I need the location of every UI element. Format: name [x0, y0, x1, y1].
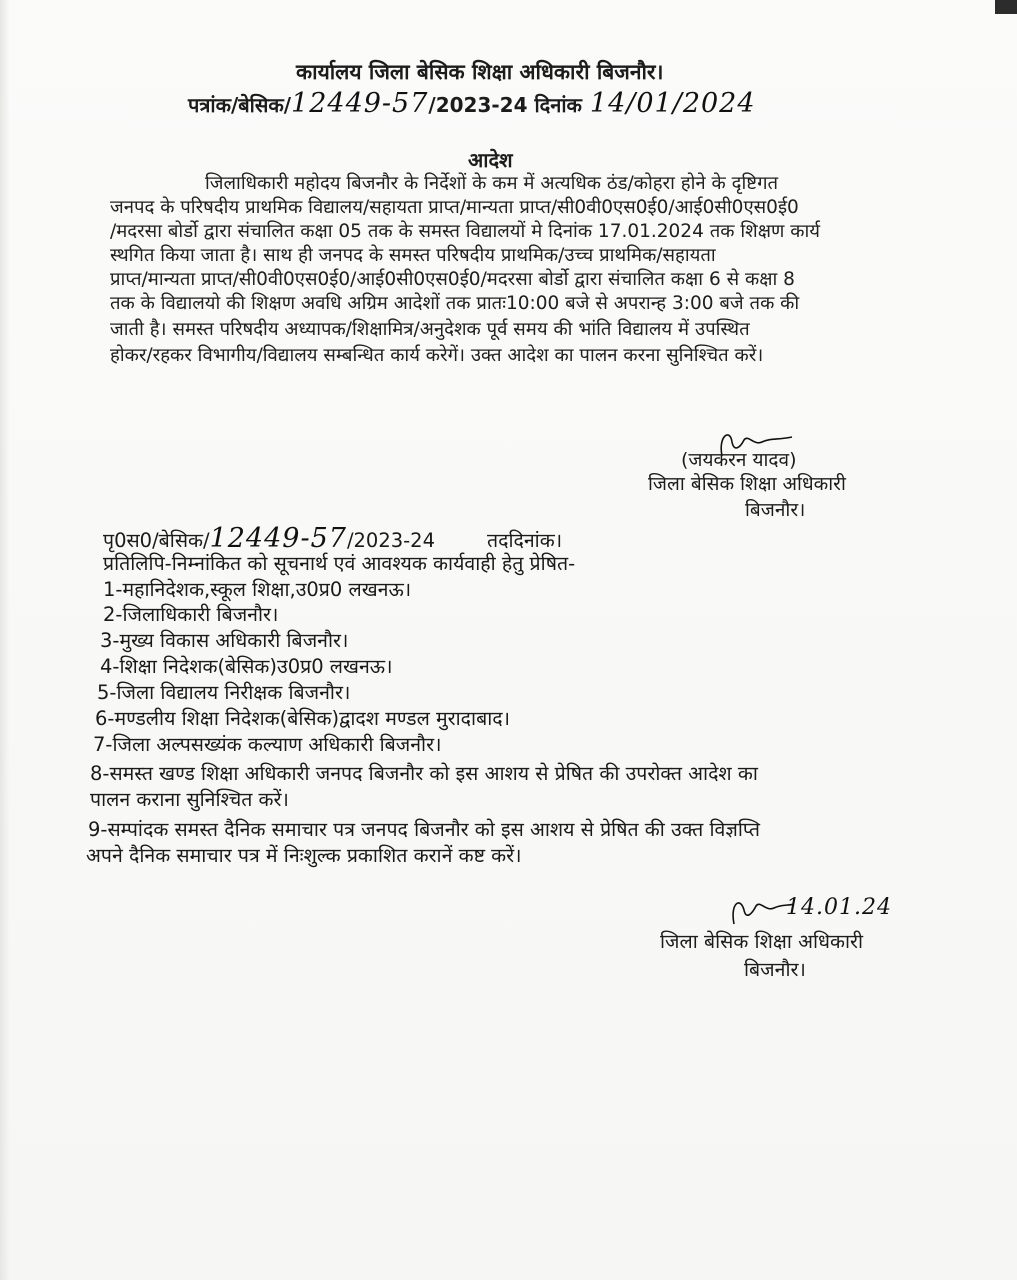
signature-2-place: बिजनौर। [744, 958, 806, 981]
order-line-3: /मदरसा बोर्डो द्वारा संचालित कक्षा 05 तक के समस्त विद्यालयों मे दिनांक 17.01.2024 तक शिक्षण कार्य [110, 221, 820, 242]
reference-line [188, 88, 756, 119]
signature-2-designation: जिला बेसिक शिक्षा अधिकारी [660, 930, 864, 953]
copy-item-3: 3-मुख्य विकास अधिकारी बिजनौर। [100, 629, 349, 652]
reference-prefix: पत्रांक/बेसिक/ [188, 93, 292, 117]
copy-item-2: 2-जिलाधिकारी बिजनौर। [103, 603, 279, 626]
date-handwritten: 14/01/2024 [589, 88, 756, 119]
signatory-designation: जिला बेसिक शिक्षा अधिकारी [648, 473, 846, 495]
signatory-place: बिजनौर। [745, 499, 806, 521]
order-line-6: तक के विद्यालयो की शिक्षण अवधि अग्रिम आदेशों तक प्रातः10:00 बजे से अपरान्ह 3:00 बजे तक की [110, 293, 800, 314]
copy-item-9-continued: अपने दैनिक समाचार पत्र में निःशुल्क प्रकाशित करानें कष्ट करें। [86, 844, 522, 867]
copy-date-label: तददिनांक। [486, 529, 563, 552]
order-line-7: जाती है। समस्त परिषदीय अध्यापक/शिक्षामित्र/अनुदेशक पूर्व समय की भांति विद्यालय में उपस्थित [110, 319, 750, 340]
copy-item-6: 6-मण्डलीय शिक्षा निदेशक(बेसिक)द्वादश मण्डल मुरादाबाद। [95, 707, 511, 730]
copy-item-1: 1-महानिदेशक,स्कूल शिक्षा,उ0प्र0 लखनऊ। [103, 578, 412, 601]
order-line-1: जिलाधिकारी महोदय बिजनौर के निर्देशों के कम में अत्यधिक ठंड/कोहरा होने के दृष्टिगत [205, 173, 779, 194]
reference-session: /2023-24 दिनांक [428, 93, 582, 117]
copy-reference-session: /2023-24 [346, 529, 435, 552]
order-heading: आदेश [468, 148, 513, 172]
order-line-4: स्थगित किया जाता है। साथ ही जनपद के समस्त परिषदीय प्राथमिक/उच्च प्राथमिक/सहायता [110, 245, 716, 266]
signature-date-handwritten: 14.01.24 [786, 895, 892, 920]
order-line-8: होकर/रहकर विभागीय/विद्यालय सम्बन्धित कार्य करेगें। उक्त आदेश का पालन करना सुनिश्चित करें। [110, 345, 764, 366]
copy-item-9: 9-सम्पांदक समस्त दैनिक समाचार पत्र जनपद बिजनौर को इस आशय से प्रेषित की उक्त विज्ञप्ति [88, 818, 761, 841]
copy-reference-line [103, 523, 563, 554]
copy-item-5: 5-जिला विद्यालय निरीक्षक बिजनौर। [97, 681, 351, 704]
copy-item-4: 4-शिक्षा निदेशक(बेसिक)उ0प्र0 लखनऊ। [100, 655, 393, 678]
office-title: कार्यालय जिला बेसिक शिक्षा अधिकारी बिजनौर। [296, 60, 664, 84]
reference-number-handwritten: 12449-57 [291, 88, 429, 119]
page-corner-shadow [995, 0, 1017, 14]
order-line-2: जनपद के परिषदीय प्राथमिक विद्यालय/सहायता प्राप्त/मान्यता प्राप्त/सी0वी0एस0ई0/आई0सी0एस0ई0 [110, 197, 799, 218]
copy-intro: प्रतिलिपि-निम्नांकित को सूचनार्थ एवं आवश्यक कार्यवाही हेतु प्रेषित- [103, 552, 576, 575]
copy-item-8-continued: पालन कराना सुनिश्चित करें। [90, 788, 289, 811]
copy-reference-prefix: पृ0स0/बेसिक/ [103, 529, 210, 552]
copy-item-8: 8-समस्त खण्ड शिक्षा अधिकारी जनपद बिजनौर को इस आशय से प्रेषित की उपरोक्त आदेश का [90, 762, 758, 785]
order-line-5: प्राप्त/मान्यता प्राप्त/सी0वी0एस0ई0/आई0सी0एस0ई0/मदरसा बोर्डो द्वारा संचालित कक्षा 6 से कक्षा 8 [110, 269, 795, 290]
signatory-name: (जयकरन यादव) [681, 449, 797, 471]
copy-reference-number-handwritten: 12449-57 [209, 523, 347, 554]
copy-item-7: 7-जिला अल्पसख्यंक कल्याण अधिकारी बिजनौर। [93, 733, 442, 756]
